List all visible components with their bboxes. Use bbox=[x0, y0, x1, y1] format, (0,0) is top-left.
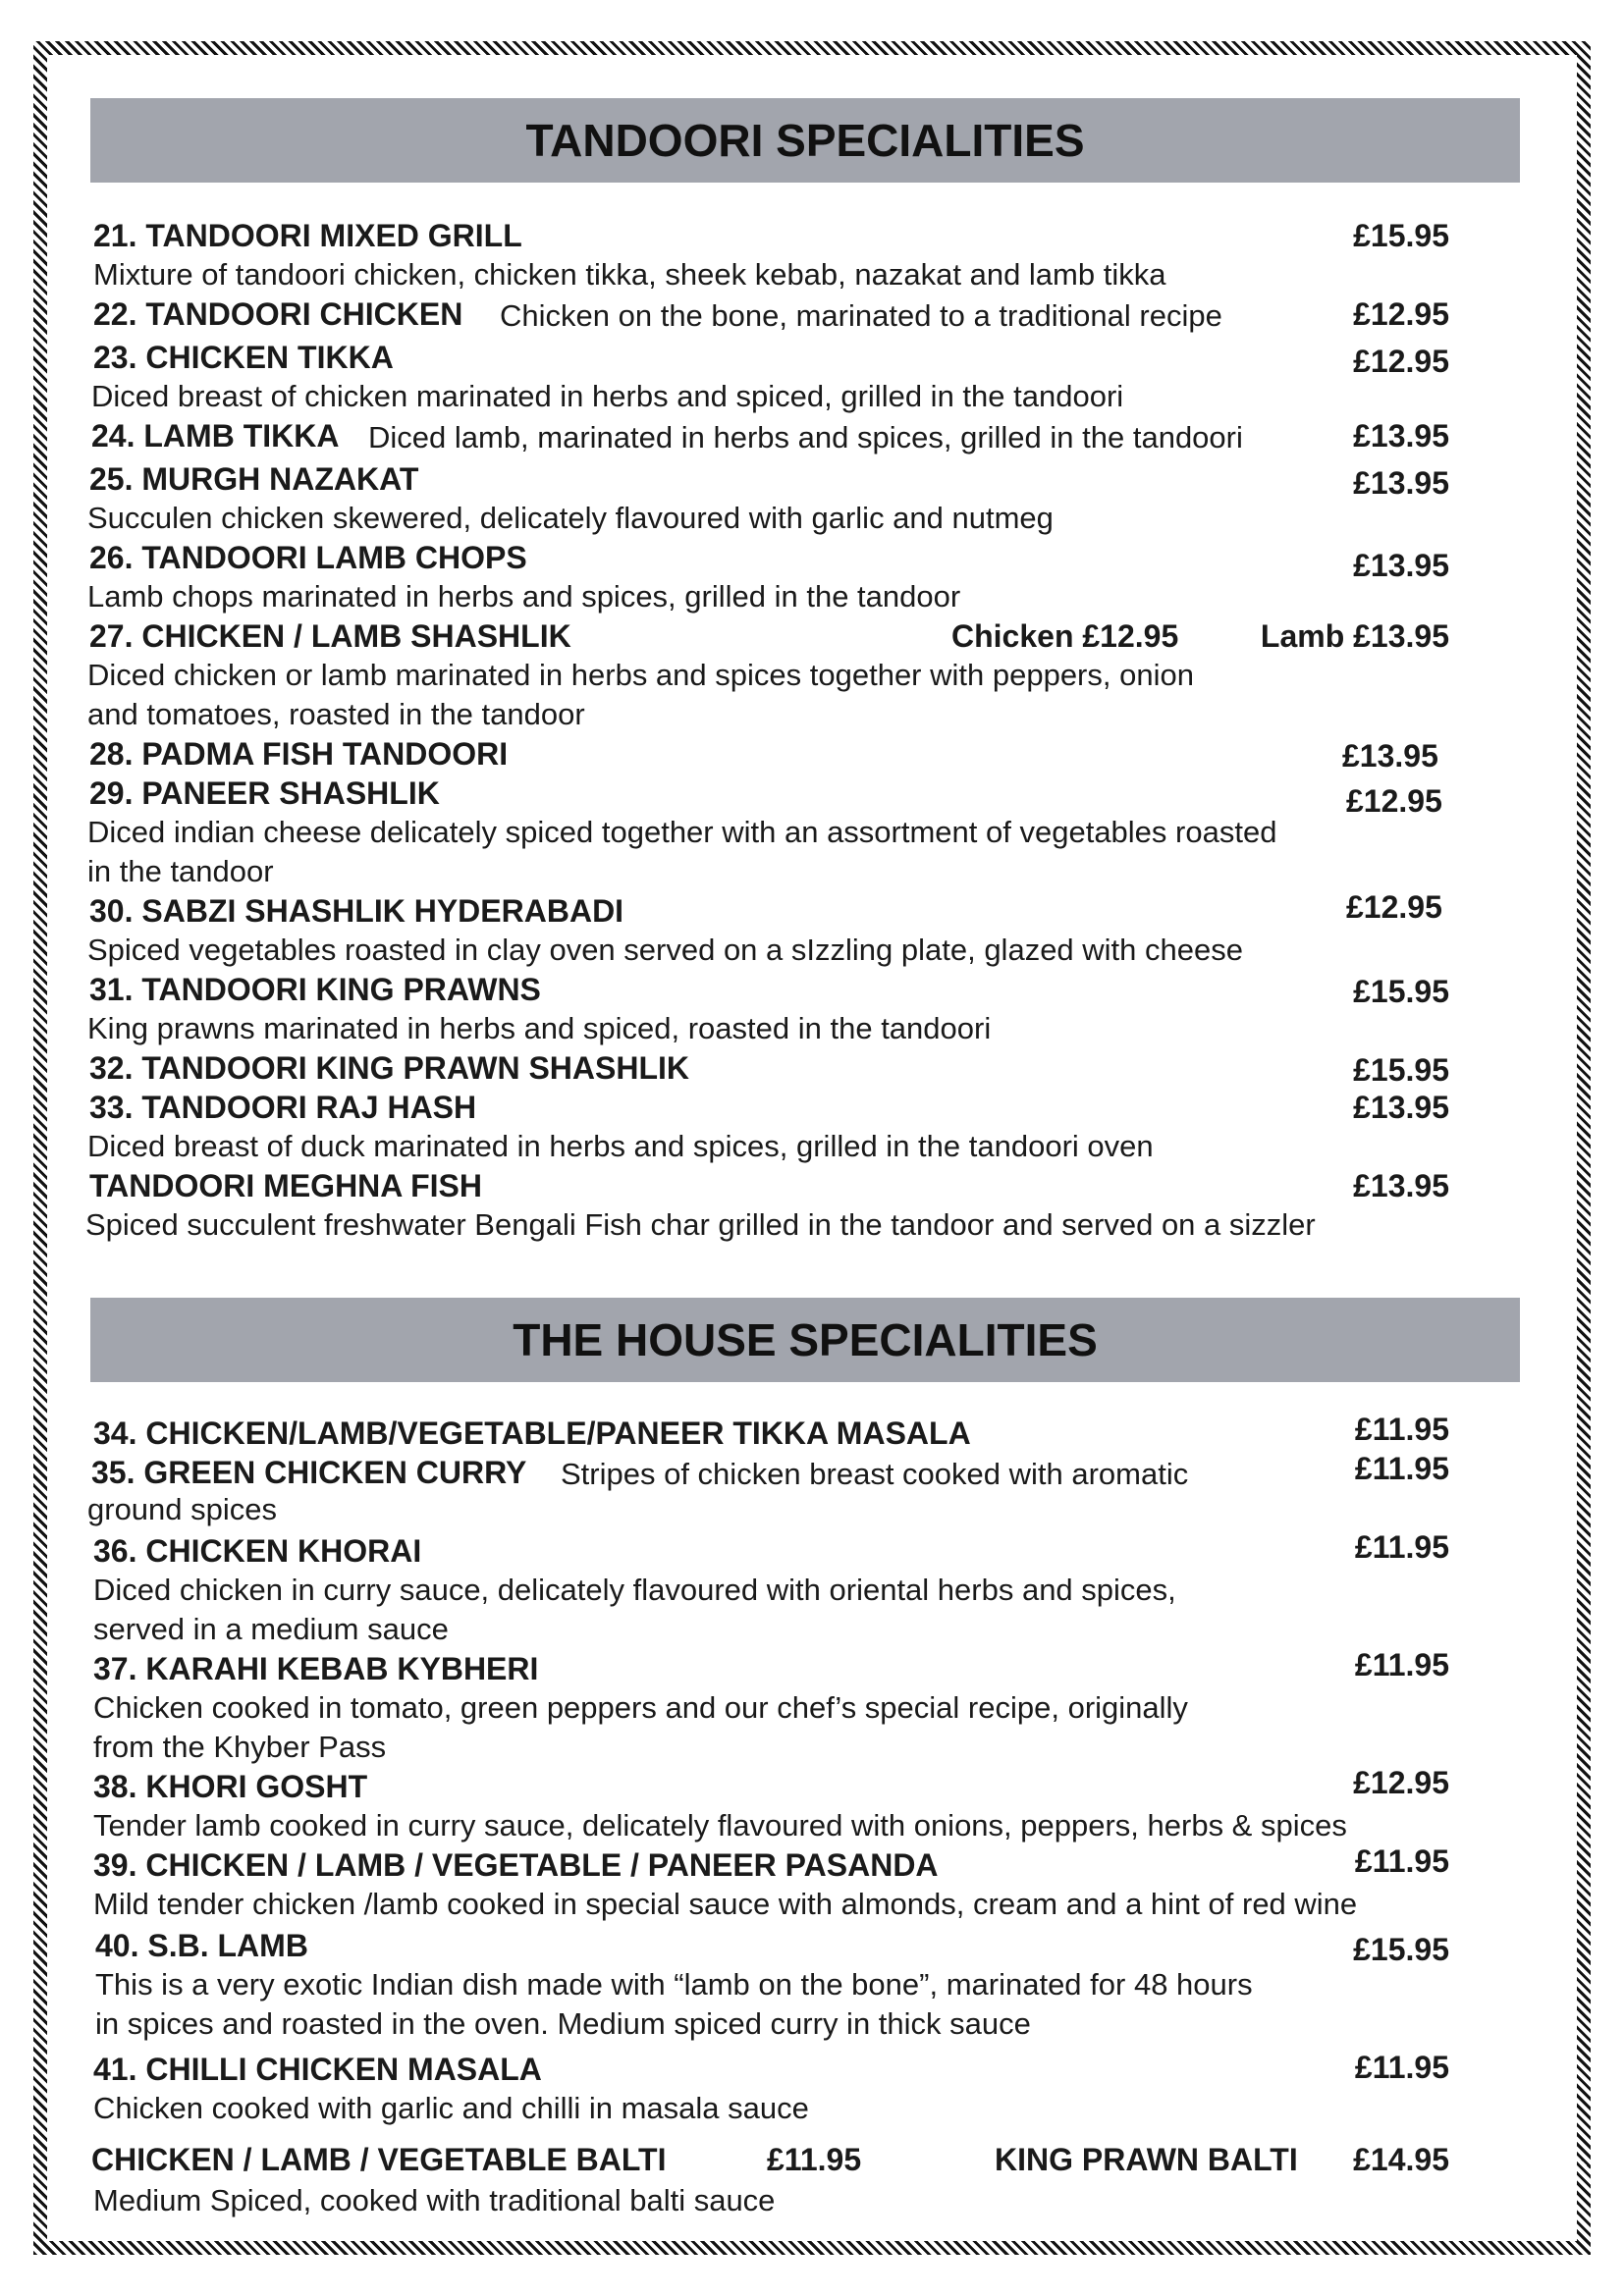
item-title: 40. S.B. LAMB bbox=[95, 1928, 308, 1963]
item-price-chicken: Chicken £12.95 bbox=[951, 618, 1179, 654]
item-title: 27. CHICKEN / LAMB SHASHLIK bbox=[89, 618, 571, 654]
item-price: £12.95 bbox=[1353, 1765, 1449, 1800]
item-title: 26. TANDOORI LAMB CHOPS bbox=[89, 540, 527, 575]
item-price: £11.95 bbox=[1354, 2050, 1449, 2085]
item-description: Lamb chops marinated in herbs and spices, grilled in the tandoor bbox=[87, 579, 961, 614]
item-description: Spiced succulent freshwater Bengali Fish char grilled in the tandoor and served on a sizzler bbox=[85, 1207, 1316, 1242]
item-description: This is a very exotic Indian dish made with “lamb on the bone”, marinated for 48 hours bbox=[95, 1967, 1253, 2002]
item-title: 29. PANEER SHASHLIK bbox=[89, 775, 440, 811]
item-price: £12.95 bbox=[1353, 344, 1449, 379]
item-title: TANDOORI MEGHNA FISH bbox=[89, 1168, 482, 1203]
item-price: £11.95 bbox=[767, 2142, 862, 2177]
item-price: £14.95 bbox=[1353, 2142, 1449, 2177]
item-title: 28. PADMA FISH TANDOORI bbox=[89, 736, 509, 772]
item-price: £12.95 bbox=[1346, 889, 1442, 925]
item-title: 30. SABZI SHASHLIK HYDERABADI bbox=[89, 893, 624, 929]
item-price: £11.95 bbox=[1354, 1843, 1449, 1879]
item-price: £13.95 bbox=[1353, 1168, 1449, 1203]
item-title: 32. TANDOORI KING PRAWN SHASHLIK bbox=[89, 1050, 689, 1086]
item-title: 37. KARAHI KEBAB KYBHERI bbox=[93, 1651, 539, 1686]
item-price: £12.95 bbox=[1346, 783, 1442, 819]
item-price: £13.95 bbox=[1353, 465, 1449, 501]
item-title: 24. LAMB TIKKA bbox=[91, 418, 340, 454]
item-price: £11.95 bbox=[1354, 1647, 1449, 1682]
item-title: 34. CHICKEN/LAMB/VEGETABLE/PANEER TIKKA MASALA bbox=[93, 1415, 971, 1451]
item-title: 33. TANDOORI RAJ HASH bbox=[89, 1090, 477, 1125]
item-description: Diced indian cheese delicately spiced together with an assortment of vegetables roasted bbox=[87, 815, 1277, 849]
item-price: £11.95 bbox=[1354, 1529, 1449, 1565]
item-description: and tomatoes, roasted in the tandoor bbox=[87, 697, 585, 731]
item-price: £15.95 bbox=[1353, 974, 1449, 1009]
item-description: Chicken cooked in tomato, green peppers and our chef’s special recipe, originally bbox=[93, 1690, 1188, 1725]
section-heading-house: THE HOUSE SPECIALITIES bbox=[90, 1298, 1520, 1382]
item-title: 31. TANDOORI KING PRAWNS bbox=[89, 972, 541, 1007]
item-description: Diced chicken in curry sauce, delicately flavoured with oriental herbs and spices, bbox=[93, 1573, 1176, 1607]
item-price: £12.95 bbox=[1353, 296, 1449, 332]
item-description: Diced breast of duck marinated in herbs and spices, grilled in the tandoori oven bbox=[87, 1129, 1154, 1163]
item-price: £15.95 bbox=[1353, 1932, 1449, 1967]
item-price-lamb: Lamb £13.95 bbox=[1260, 618, 1449, 654]
item-title: 21. TANDOORI MIXED GRILL bbox=[93, 218, 522, 253]
item-description: ground spices bbox=[87, 1492, 278, 1526]
item-description: from the Khyber Pass bbox=[93, 1730, 387, 1764]
item-title: 23. CHICKEN TIKKA bbox=[93, 340, 394, 375]
item-price: £11.95 bbox=[1354, 1451, 1449, 1486]
section-heading-tandoori: TANDOORI SPECIALITIES bbox=[90, 98, 1520, 183]
item-price: £13.95 bbox=[1353, 548, 1449, 583]
item-title: CHICKEN / LAMB / VEGETABLE BALTI bbox=[91, 2142, 667, 2177]
item-description: King prawns marinated in herbs and spiced, roasted in the tandoori bbox=[87, 1011, 992, 1045]
item-description: served in a medium sauce bbox=[93, 1612, 449, 1646]
item-description: Chicken cooked with garlic and chilli in masala sauce bbox=[93, 2091, 809, 2125]
item-description: in spices and roasted in the oven. Medium spiced curry in thick sauce bbox=[95, 2006, 1031, 2041]
item-description: Mild tender chicken /lamb cooked in special sauce with almonds, cream and a hint of red wine bbox=[93, 1887, 1358, 1921]
item-price: £13.95 bbox=[1353, 418, 1449, 454]
item-title: 41. CHILLI CHICKEN MASALA bbox=[93, 2052, 542, 2087]
item-title: KING PRAWN BALTI bbox=[995, 2142, 1298, 2177]
item-title: 35. GREEN CHICKEN CURRY bbox=[91, 1455, 527, 1490]
item-description: Stripes of chicken breast cooked with aromatic bbox=[561, 1457, 1189, 1491]
item-description: Chicken on the bone, marinated to a traditional recipe bbox=[500, 298, 1222, 333]
item-price: £11.95 bbox=[1354, 1412, 1449, 1447]
item-description: Diced lamb, marinated in herbs and spices, grilled in the tandoori bbox=[368, 420, 1243, 454]
item-description: Mixture of tandoori chicken, chicken tikka, sheek kebab, nazakat and lamb tikka bbox=[93, 257, 1166, 292]
item-description: Succulen chicken skewered, delicately flavoured with garlic and nutmeg bbox=[87, 501, 1054, 535]
item-description: Diced chicken or lamb marinated in herbs and spices together with peppers, onion bbox=[87, 658, 1194, 692]
item-title: 39. CHICKEN / LAMB / VEGETABLE / PANEER PASANDA bbox=[93, 1847, 939, 1883]
item-description: Diced breast of chicken marinated in herbs and spiced, grilled in the tandoori bbox=[91, 379, 1124, 413]
item-title: 38. KHORI GOSHT bbox=[93, 1769, 368, 1804]
item-title: 36. CHICKEN KHORAI bbox=[93, 1533, 422, 1569]
item-description: Medium Spiced, cooked with traditional balti sauce bbox=[93, 2183, 776, 2217]
item-description: Tender lamb cooked in curry sauce, delicately flavoured with onions, peppers, herbs & spices bbox=[93, 1808, 1347, 1842]
item-price: £15.95 bbox=[1353, 1052, 1449, 1088]
item-price: £15.95 bbox=[1353, 218, 1449, 253]
item-description: Spiced vegetables roasted in clay oven served on a sIzzling plate, glazed with cheese bbox=[87, 933, 1243, 967]
item-description: in the tandoor bbox=[87, 854, 274, 888]
item-price: £13.95 bbox=[1342, 738, 1438, 774]
item-price: £13.95 bbox=[1353, 1090, 1449, 1125]
item-title: 22. TANDOORI CHICKEN bbox=[93, 296, 463, 332]
item-title: 25. MURGH NAZAKAT bbox=[89, 461, 419, 497]
